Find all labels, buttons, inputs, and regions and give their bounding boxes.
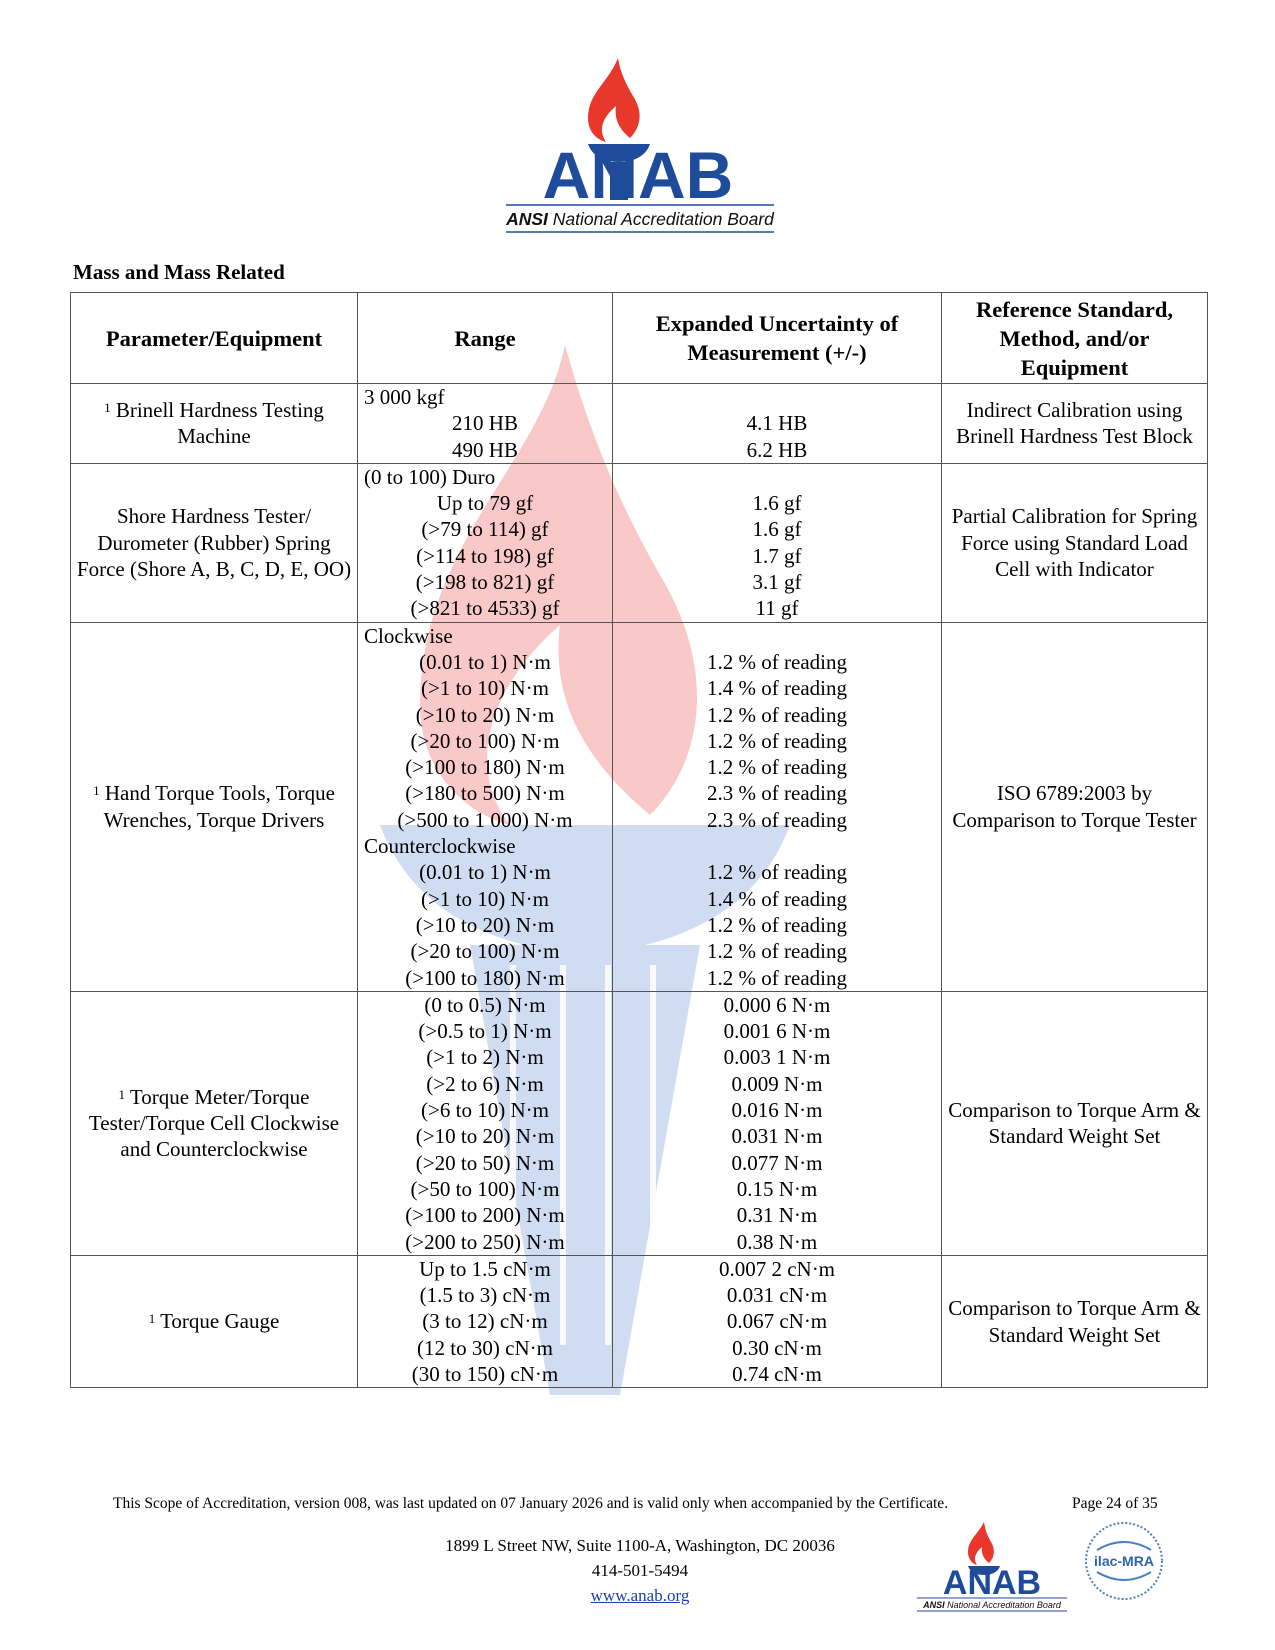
range-line: (>10 to 20) N·m [415,702,555,727]
uncertainty-cell [613,384,942,464]
uncertainty-line [616,464,938,490]
uncertainty-line: 1.4 % of reading [707,676,847,701]
uncertainty-line: 1.4 % of reading [707,886,847,911]
range-line: 210 HB [452,411,518,436]
parameter-label: Torque Meter/Torque Tester/Torque Cell Clockwise and Counterclockwise [88,1084,340,1162]
website-link[interactable]: www.anab.org [590,1586,690,1605]
uncertainty-line: 2.3 % of reading [707,807,847,832]
range-line: (>10 to 20) N·m [415,912,555,937]
uncertainty-line: 0.016 N·m [731,1098,823,1123]
range-line: (0.01 to 1) N·m [419,649,551,674]
range-line: (>6 to 10) N·m [421,1098,549,1123]
range-line: (>1 to 10) N·m [421,886,549,911]
range-cell [358,1255,613,1387]
reference-cell: Comparison to Torque Arm & Standard Weight Set [942,1255,1208,1387]
range-line: Up to 79 gf [436,491,534,516]
parameter-label: Shore Hardness Tester/ Durometer (Rubber) Spring Force (Shore A, B, C, D, E, OO) [76,504,352,581]
table-row [71,1255,1208,1387]
range-line: Counterclockwise [364,834,516,859]
uncertainty-line: 4.1 HB [746,411,808,436]
parameter-cell [71,1255,358,1387]
uncertainty-line: 1.6 gf [752,491,802,516]
section-title: Mass and Mass Related [73,260,285,284]
range-line: (>10 to 20) N·m [415,1124,555,1149]
range-line: (>20 to 100) N·m [410,939,560,964]
anab-logo [478,58,798,233]
range-line: (>180 to 500) N·m [405,781,565,806]
svg-text:ilac-MRA: ilac-MRA [1094,1553,1154,1569]
range-line: (30 to 150) cN·m [411,1361,559,1386]
range-line: (>200 to 250) N·m [405,1229,565,1254]
page-number: Page 24 of 35 [1072,1495,1158,1512]
range-cell [358,991,613,1255]
logo-wordmark: ANAB [542,138,734,212]
reference-cell: ISO 6789:2003 by Comparison to Torque Tester [942,622,1208,991]
uncertainty-line: 0.001 6 N·m [723,1019,831,1044]
parameter-cell [71,463,358,622]
uncertainty-line: 0.077 N·m [731,1150,823,1175]
parameter-label: Torque Gauge [160,1309,280,1334]
footer-note: This Scope of Accreditation, version 008, was last updated on 07 January 2026 and is valid only when accompanied by the Certificate. [113,1495,949,1512]
uncertainty-line: 1.2 % of reading [707,965,847,990]
logo-flame-icon [588,58,640,142]
parameter-cell [71,622,358,991]
range-line: (1.5 to 3) cN·m [419,1283,551,1308]
uncertainty-line: 0.031 N·m [731,1124,823,1149]
range-line: (3 to 12) cN·m [422,1309,548,1334]
uncertainty-line: 2.3 % of reading [707,781,847,806]
uncertainty-line: 11 gf [755,596,799,621]
scope-table [70,292,1208,1388]
range-line: (>1 to 2) N·m [426,1045,544,1070]
uncertainty-line: 1.2 % of reading [707,755,847,780]
range-line: (>20 to 100) N·m [410,728,560,753]
footer-address-block [300,1533,980,1608]
uncertainty-line: 1.2 % of reading [707,860,847,885]
range-line: (>1 to 10) N·m [421,676,549,701]
uncertainty-line: 1.6 gf [752,517,802,542]
range-line: (>20 to 50) N·m [415,1150,555,1175]
uncertainty-line: 0.067 cN·m [726,1309,828,1334]
phone: 414-501-5494 [591,1561,689,1580]
uncertainty-line: 1.2 % of reading [707,728,847,753]
footnote-marker: 1 [93,783,100,799]
uncertainty-cell [613,991,942,1255]
range-line: (>2 to 6) N·m [426,1071,544,1096]
parameter-cell [71,991,358,1255]
footer-flame-icon [968,1522,994,1565]
uncertainty-line: 0.031 cN·m [726,1283,828,1308]
range-line: (>0.5 to 1) N·m [418,1019,552,1044]
uncertainty-line: 0.15 N·m [736,1176,818,1201]
uncertainty-line: 1.2 % of reading [707,649,847,674]
logo-subtitle: ANSI National Accreditation Board [506,209,774,229]
footnote-marker: 1 [104,400,111,416]
reference-cell: Partial Calibration for Spring Force using Standard Load Cell with Indicator [942,463,1208,622]
uncertainty-line: 0.30 cN·m [732,1335,822,1360]
uncertainty-line [616,623,938,649]
svg-text:ANSI National Accreditation Bo: ANSI National Accreditation Board [923,1600,1061,1610]
range-line: (>198 to 821) gf [415,570,555,595]
range-line: (>79 to 114) gf [421,517,549,542]
range-line: Up to 1.5 cN·m [419,1256,551,1281]
range-cell [358,622,613,991]
ilac-mra-logo [1083,1520,1165,1602]
range-line: (12 to 30) cN·m [417,1335,553,1360]
uncertainty-line: 1.2 % of reading [707,939,847,964]
table-row [71,622,1208,991]
address: 1899 L Street NW, Suite 1100-A, Washington, DC 20036 [445,1536,835,1555]
range-line: (>100 to 180) N·m [405,965,565,990]
range-line: (0 to 100) Duro [364,464,496,489]
range-cell [358,384,613,464]
uncertainty-line: 0.003 1 N·m [723,1045,831,1070]
uncertainty-line [616,384,938,410]
range-line: 490 HB [452,437,518,462]
uncertainty-cell [613,1255,942,1387]
uncertainty-line: 0.31 N·m [736,1203,818,1228]
table-row [71,384,1208,464]
range-cell [358,463,613,622]
uncertainty-line: 1.2 % of reading [707,702,847,727]
range-line: (0 to 0.5) N·m [424,992,546,1017]
svg-text:ANAB: ANAB [942,1564,1042,1602]
reference-cell: Indirect Calibration using Brinell Hardness Test Block [942,384,1208,464]
parameter-cell [71,384,358,464]
footnote-marker: 1 [118,1086,126,1102]
range-line: (0.01 to 1) N·m [419,860,551,885]
uncertainty-cell [613,622,942,991]
table-header-row [71,293,1208,384]
reference-cell: Comparison to Torque Arm & Standard Weight Set [942,991,1208,1255]
range-line: 3 000 kgf [364,385,445,409]
range-line: (>114 to 198) gf [416,543,554,568]
table-row [71,463,1208,622]
table-row [71,991,1208,1255]
uncertainty-line: 0.007 2 cN·m [718,1256,836,1281]
uncertainty-line: 6.2 HB [746,437,808,462]
range-line: (>100 to 200) N·m [405,1203,565,1228]
uncertainty-line: 3.1 gf [752,570,802,595]
range-line: (>50 to 100) N·m [410,1176,560,1201]
header-reference: Reference Standard, Method, and/or Equipment [942,293,1208,384]
uncertainty-cell [613,463,942,622]
range-line: (>100 to 180) N·m [405,755,565,780]
parameter-label: Brinell Hardness Testing Machine [115,398,324,449]
header-range: Range [358,293,613,384]
parameter-label: Hand Torque Tools, Torque Wrenches, Torque Drivers [103,781,335,832]
range-line: Clockwise [364,623,453,648]
uncertainty-line: 0.000 6 N·m [723,992,831,1017]
range-line: (>500 to 1 000) N·m [397,807,573,832]
uncertainty-line [616,833,938,859]
footer-anab-logo [912,1522,1072,1612]
header-parameter: Parameter/Equipment [71,293,358,384]
range-line: (>821 to 4533) gf [410,596,560,621]
uncertainty-line: 1.7 gf [752,543,802,568]
header-uncertainty: Expanded Uncertainty of Measurement (+/-) [613,293,942,384]
uncertainty-line: 0.009 N·m [731,1071,823,1096]
uncertainty-line: 0.74 cN·m [732,1361,822,1386]
footnote-marker: 1 [148,1311,156,1327]
uncertainty-line: 0.38 N·m [736,1229,818,1254]
uncertainty-line: 1.2 % of reading [707,912,847,937]
